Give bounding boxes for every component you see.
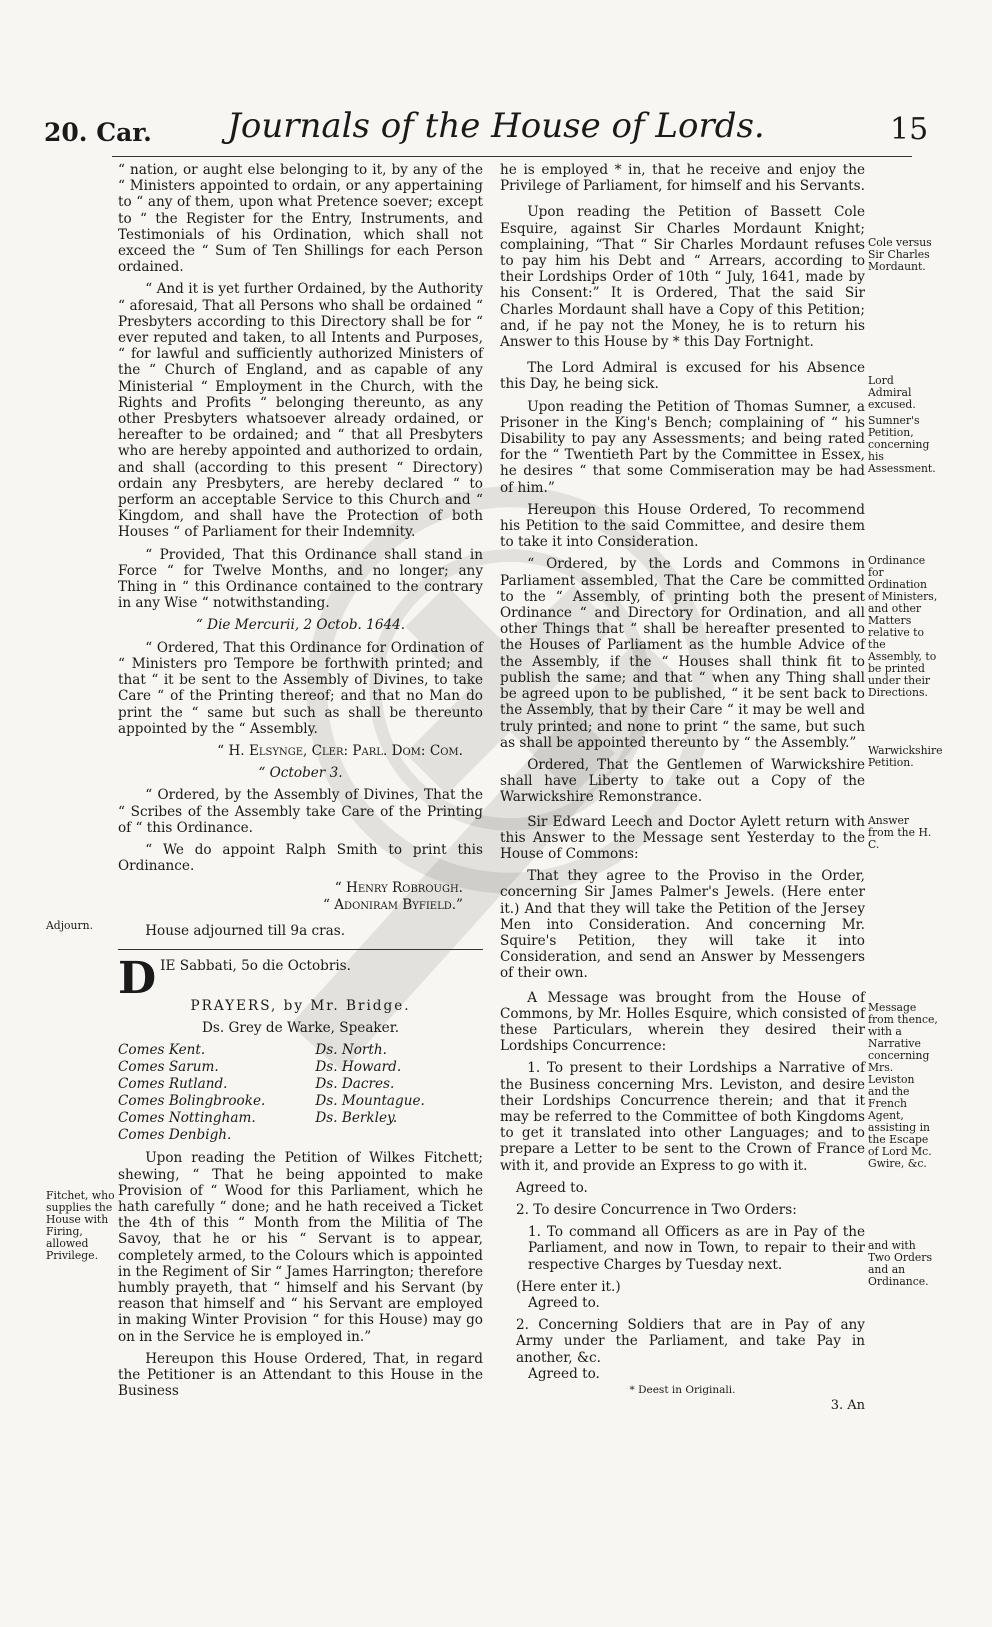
- lord-entry: Comes Rutland.: [118, 1076, 228, 1093]
- lords-present-list: [118, 1042, 483, 1144]
- prayers-line: PRAYERS, by Mr. Bridge.: [190, 997, 411, 1014]
- session-title: IE Sabbati, 5o die Octobris.: [160, 957, 351, 974]
- commons-message-paragraph: A Message was brought from the House of Commons, by Mr. Holles Esquire, which consisted of these Particulars, wherein they desired their Lordships Concurrence:: [500, 989, 865, 1055]
- margin-note-fitchet: Fitchet, who supplies the House with Firing, allowed Privilege.: [46, 1189, 115, 1262]
- lord-entry: Comes Denbigh.: [118, 1127, 232, 1144]
- leech-aylett-paragraph: Sir Edward Leech and Doctor Aylett return with this Answer to the Message sent Yesterday to the House of Commons:: [500, 813, 865, 862]
- margin-note-warwickshire: Warwickshire Petition.: [868, 744, 943, 769]
- session-dropcap: D: [118, 952, 157, 1004]
- ordinance-fee-paragraph: “ nation, or aught else belonging to it, by any of the “ Ministers appointed to ordain, or any appertaining to “ any of them, upon what Pretence soever; except to “ the Register for the Entry, Instruments, and Testimonials of his Ordination, which shall not exceed the “ Sum of Ten Shillings for each Person ordained.: [118, 162, 483, 276]
- agreed-to-1: Agreed to.: [516, 1179, 588, 1196]
- appointment-paragraph: “ We do appoint Ralph Smith to print this Ordinance.: [118, 841, 483, 875]
- lord-entry: Ds. Mountague.: [315, 1093, 425, 1110]
- page-number: 15: [890, 112, 929, 147]
- signature-byfield: “ Adoniram Byfield.”: [322, 896, 463, 913]
- lord-entry: Ds. Dacres.: [315, 1076, 395, 1093]
- session-heading: [118, 952, 483, 1004]
- ordinance-ordained-paragraph: “ And it is yet further Ordained, by the Authority “ aforesaid, That all Persons who shall be ordained “ Presbyters according to this Directory shall be for “ ever reputed and taken, to all Intents and Purposes, “ for lawful and sufficiently authorized Ministers of the “ Church of England, and as capable of any Ministerial “ Employment in the Church, with the Rights and Profits “ belonging thereunto, as any other Presbyters whatsoever already ordained, or hereafter to be ordained; and “ that all Presbyters who are hereby appointed and authorized to ordain, and shall (according to this present “ Directory) ordain any Presbyters, are hereby declared “ to perform an acceptable Service to this Church and “ Kingdom, and shall have the Protection of both Houses “ of Parliament for their Indemnity.: [118, 281, 483, 541]
- margin-note-adjourn: Adjourn.: [46, 919, 94, 932]
- adjournment-line: House adjourned till 9a cras.: [145, 922, 346, 939]
- sumner-petition-paragraph: Upon reading the Petition of Thomas Sumner, a Prisoner in the King's Bench; complaining of “ his Disability to pay any Assessments; and being rated for the “ Twentieth Part by the Committee in Essex, he desires “ that some Commiseration may be had of him.”: [500, 398, 865, 496]
- margin-note-ordinance: Ordinance for Ordination of Ministers, and other Matters relative to the Assembly, to be printed under their Directions.: [868, 554, 938, 699]
- lords-list-barons: [315, 1042, 425, 1144]
- margin-note-sumner: Sumner's Petition, concerning his Assessment.: [868, 414, 936, 475]
- fitchett-petition-paragraph: Upon reading the Petition of Wilkes Fitchett; shewing, “ That he being appointed to make Provision of “ Wood for this Parliament, which he hath carefully “ done; and he hath received a Ticket the 4th of this “ Month from the Militia of The Savoy, that he or his “ Servant is to appear, completely armed, to the Colours which is appointed in the Regiment of Sir “ James Harrington; therefore humbly prayeth, that “ himself and his Servant (by reason that himself and “ his Servant are employed in making Winter Provision “ for this House) may go on in the Service he is employed in.”: [118, 1150, 483, 1345]
- cole-petition-paragraph: Upon reading the Petition of Bassett Cole Esquire, against Sir Charles Mordaunt Knight; complaining, “That “ Sir Charles Mordaunt refuses to pay him his Debt and “ Arrears, according to their Lordships Order of 10th “ July, 1641, made by his Consent:” It is Ordered, That the said Sir Charles Mordaunt shall have a Copy of this Petition; and, if he pay not the Money, he is to return his Answer to this House by * this Day Fortnight.: [500, 204, 865, 351]
- privilege-paragraph: he is employed * in, that he receive and enjoy the Privilege of Parliament, for himself and his Servants.: [500, 162, 865, 195]
- lord-entry: Comes Bolingbrooke.: [118, 1093, 266, 1110]
- fitchett-order-paragraph: Hereupon this House Ordered, That, in regard the Petitioner is an Attendant to this House in the Business: [118, 1350, 483, 1400]
- lords-list-earls: [118, 1042, 265, 1144]
- signature-elsynge: “ H. Elsynge, Cler: Parl. Dom: Com.: [217, 742, 463, 759]
- lord-entry: Comes Kent.: [118, 1042, 206, 1059]
- lord-entry: Ds. Berkley.: [315, 1110, 398, 1127]
- session-divider: [118, 949, 483, 950]
- soldiers-order-item: 2. Concerning Soldiers that are in Pay of any Army under the Parliament, and take Pay in another, &c.: [516, 1317, 865, 1366]
- proviso-paragraph: “ Provided, That this Ordinance shall stand in Force “ for Twelve Months, and no longer; any Thing in “ this Ordinance contained to the contrary in any Wise “ notwithstanding.: [118, 546, 483, 612]
- date-october-3: “ October 3.: [258, 765, 343, 782]
- margin-note-admiral: Lord Admiral excused.: [868, 374, 916, 411]
- agreed-to-3: Agreed to.: [528, 1365, 600, 1382]
- sumner-order-paragraph: Hereupon this House Ordered, To recommend his Petition to the said Committee, and desire them to take it into Consideration.: [500, 501, 865, 551]
- date-mercurii: “ Die Mercurii, 2 Octob. 1644.: [195, 617, 406, 634]
- two-orders-item: 2. To desire Concurrence in Two Orders:: [516, 1201, 797, 1218]
- catchword: 3. An: [830, 1398, 865, 1414]
- narrative-item: 1. To present to their Lordships a Narrative of the Business concerning Mrs. Leviston, and desire their Lordships Concurrence therein; and that it may be referred to the Committee of both Kingdoms to get it translated into other Languages; and to prepare a Letter to be sent to the Crown of France with it, and provide an Express to go with it.: [500, 1060, 865, 1174]
- ordered-printing-paragraph: “ Ordered, That this Ordinance for Ordination of “ Ministers pro Tempore be forthwith printed; and that “ it be sent to the Assembly of Divines, to take Care “ of the Printing thereof; and that no Man do print the “ same but such as shall be thereunto appointed by the “ Assembly.: [118, 639, 483, 737]
- footnote: * Deest in Originali.: [629, 1384, 736, 1397]
- lord-entry: Ds. Howard.: [315, 1059, 402, 1076]
- agreed-to-2: Agreed to.: [528, 1295, 600, 1311]
- left-column: [118, 162, 483, 1405]
- margin-note-message: Message from thence, with a Narrative concerning Mrs. Leviston and the French Agent, assisting in the Escape of Lord Mc. Gwire, &c.: [868, 1001, 938, 1170]
- header-title: Journals of the House of Lords.: [227, 106, 765, 146]
- lord-entry: Ds. North.: [315, 1042, 387, 1059]
- lord-entry: Comes Nottingham.: [118, 1110, 256, 1127]
- margin-note-answer: Answer from the H. C.: [868, 814, 932, 851]
- margin-note-orders: and with Two Orders and an Ordinance.: [868, 1239, 933, 1288]
- assembly-order-paragraph: “ Ordered, by the Assembly of Divines, That the “ Scribes of the Assembly take Care of the Printing of “ this Ordinance.: [118, 787, 483, 836]
- right-column: [500, 162, 865, 1420]
- speaker-line: Ds. Grey de Warke, Speaker.: [201, 1020, 400, 1037]
- signature-robrough: “ Henry Robrough.: [334, 880, 463, 897]
- assembly-printing-order: “ Ordered, by the Lords and Commons in Parliament assembled, That the Care be committed to the “ Assembly, of printing both the present Ordinance “ and Directory for Ordination, and all other Things that “ shall be hereafter presented to the Houses of Parliament as the humble Advice of the Assembly, if the “ Houses shall think fit to publish the same; and that “ when any Thing shall be agreed upon to be published, “ it be sent back to the Assembly, that by their Care “ it may be well and truly printed; and none to print “ the same, but such as shall be appointed thereunto by “ the Assembly.”: [500, 556, 865, 751]
- proviso-answer-paragraph: That they agree to the Proviso in the Order, concerning Sir James Palmer's Jewels. (Here enter it.) And that they will take the Petition of the Jersey Men into Consideration. And concerning Mr. Squire's Petition, they will take it into Consideration, and send an Answer by Messengers of their own.: [500, 868, 865, 982]
- warwickshire-order: Ordered, That the Gentlemen of Warwickshire shall have Liberty to take out a Copy of the Warwickshire Remonstrance.: [500, 756, 865, 806]
- header-regnal-year: 20. Car.: [44, 118, 152, 147]
- margin-note-cole: Cole versus Sir Charles Mordaunt.: [868, 236, 932, 273]
- enter-it-note: (Here enter it.): [516, 1278, 621, 1295]
- header-rule: [112, 156, 912, 157]
- admiral-paragraph: The Lord Admiral is excused for his Absence this Day, he being sick.: [500, 360, 865, 393]
- officers-order-item: 1. To command all Officers as are in Pay of the Parliament, and now in Town, to repair to their respective Charges by Tuesday next.: [528, 1224, 865, 1273]
- lord-entry: Comes Sarum.: [118, 1059, 219, 1076]
